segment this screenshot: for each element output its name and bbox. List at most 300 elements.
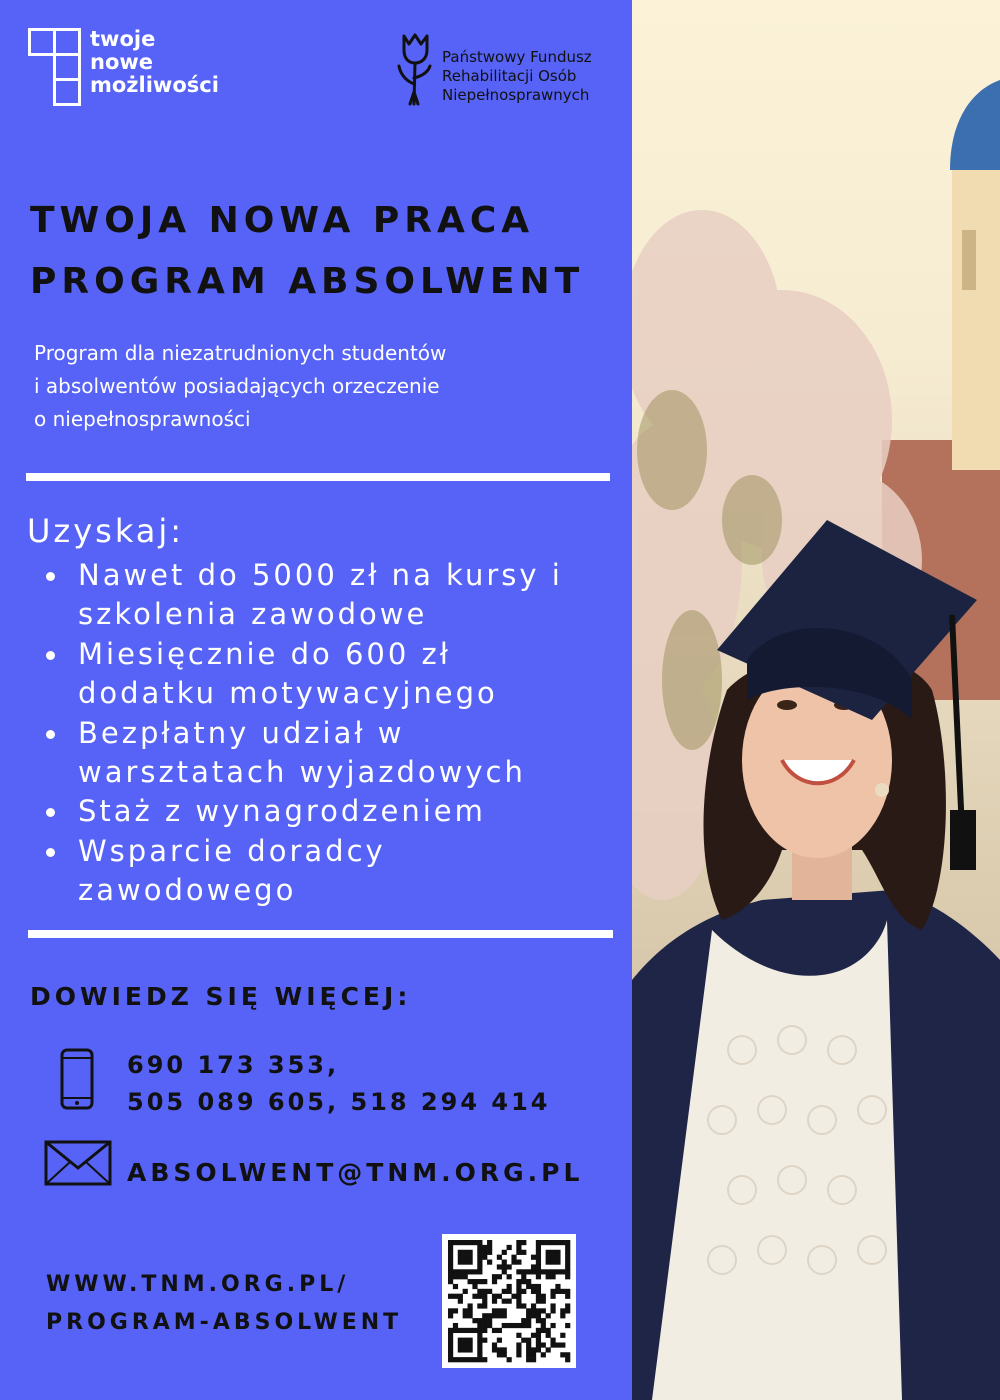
qr-module (458, 1294, 463, 1299)
qr-module (516, 1245, 521, 1250)
tassel-end (950, 810, 976, 870)
qr-module (448, 1245, 453, 1250)
partner-line: Państwowy Fundusz (442, 48, 592, 66)
qr-module (560, 1342, 565, 1347)
qr-module (497, 1313, 502, 1318)
qr-module (521, 1274, 526, 1279)
qr-module (565, 1274, 570, 1279)
qr-module (472, 1294, 477, 1299)
qr-module (521, 1279, 526, 1284)
qr-module (511, 1260, 516, 1265)
qr-module (487, 1245, 492, 1250)
qr-module (502, 1313, 507, 1318)
contact-heading: DOWIEDZ SIĘ WIĘCEJ: (30, 982, 412, 1011)
qr-module (458, 1338, 463, 1343)
qr-module (546, 1347, 551, 1352)
qr-module (536, 1284, 541, 1289)
qr-module (497, 1352, 502, 1357)
qr-module (541, 1318, 546, 1323)
qr-module (458, 1299, 463, 1304)
qr-module (453, 1323, 458, 1328)
qr-module (497, 1338, 502, 1343)
qr-module (453, 1357, 458, 1362)
qr-module (482, 1299, 487, 1304)
qr-module (536, 1347, 541, 1352)
qr-module (536, 1250, 541, 1255)
bullet-icon (46, 848, 55, 857)
benefit-item (40, 832, 630, 911)
qr-module (565, 1357, 570, 1362)
qr-module (477, 1333, 482, 1338)
partner-line: Niepełnosprawnych (442, 86, 590, 104)
description-line: i absolwentów posiadających orzeczenie (34, 374, 440, 398)
qr-module (550, 1274, 555, 1279)
program-description (34, 337, 446, 436)
logo-line: nowe (90, 50, 154, 74)
qr-module (550, 1240, 555, 1245)
benefit-item (40, 714, 630, 793)
qr-module (492, 1299, 497, 1304)
qr-module (507, 1289, 512, 1294)
qr-module (555, 1255, 560, 1260)
phone-line[interactable]: 690 173 353, (127, 1051, 340, 1079)
eye (777, 700, 797, 710)
qr-module (565, 1294, 570, 1299)
email-link[interactable]: ABSOLWENT@TNM.ORG.PL (127, 1158, 584, 1187)
qr-module (482, 1338, 487, 1343)
qr-module (550, 1255, 555, 1260)
qr-module (526, 1347, 531, 1352)
qr-module (550, 1294, 555, 1299)
qr-module (463, 1240, 468, 1245)
qr-module (550, 1323, 555, 1328)
qr-module (468, 1357, 473, 1362)
qr-module (521, 1303, 526, 1308)
qr-module (536, 1333, 541, 1338)
qr-module (487, 1318, 492, 1323)
qr-module (531, 1303, 536, 1308)
qr-module (536, 1240, 541, 1245)
qr-module (468, 1342, 473, 1347)
qr-module (477, 1323, 482, 1328)
qr-module (516, 1250, 521, 1255)
qr-module (497, 1255, 502, 1260)
qr-module (492, 1347, 497, 1352)
qr-module (448, 1264, 453, 1269)
qr-module (531, 1352, 536, 1357)
qr-module (560, 1313, 565, 1318)
logo-text (90, 28, 219, 97)
title-line-1: TWOJA NOWA PRACA (30, 200, 535, 241)
qr-module (516, 1303, 521, 1308)
qr-module (482, 1245, 487, 1250)
description-line: Program dla niezatrudnionych studentów (34, 341, 447, 365)
qr-module (565, 1269, 570, 1274)
qr-module (468, 1308, 473, 1313)
benefit-item (40, 792, 630, 831)
qr-module (448, 1357, 453, 1362)
qr-module (492, 1279, 497, 1284)
qr-module (468, 1240, 473, 1245)
qr-module (468, 1250, 473, 1255)
qr-module (516, 1323, 521, 1328)
photo-illustration (632, 0, 1000, 1400)
qr-module (526, 1323, 531, 1328)
qr-module (511, 1323, 516, 1328)
benefit-line: zawodowego (78, 873, 297, 908)
qr-module (546, 1250, 551, 1255)
qr-module (565, 1289, 570, 1294)
qr-module (477, 1289, 482, 1294)
qr-module (487, 1289, 492, 1294)
qr-module (541, 1269, 546, 1274)
qr-module (541, 1352, 546, 1357)
qr-module (526, 1313, 531, 1318)
bullet-icon (46, 808, 55, 817)
qr-module (477, 1264, 482, 1269)
qr-module (550, 1342, 555, 1347)
qr-module (560, 1308, 565, 1313)
qr-module (526, 1279, 531, 1284)
qr-module (487, 1260, 492, 1265)
qr-module (482, 1303, 487, 1308)
qr-module (516, 1299, 521, 1304)
qr-module (472, 1357, 477, 1362)
qr-module (458, 1255, 463, 1260)
qr-module (482, 1313, 487, 1318)
qr-module (487, 1240, 492, 1245)
qr-module (448, 1352, 453, 1357)
qr-module (555, 1260, 560, 1265)
qr-module (448, 1240, 453, 1245)
qr-module (458, 1328, 463, 1333)
qr-module (536, 1255, 541, 1260)
earring (875, 783, 889, 797)
qr-module (516, 1347, 521, 1352)
qr-module (511, 1294, 516, 1299)
qr-module (477, 1352, 482, 1357)
qr-module (546, 1260, 551, 1265)
qr-module (502, 1347, 507, 1352)
qr-module (531, 1313, 536, 1318)
qr-module (458, 1357, 463, 1362)
description-line: o niepełnosprawności (34, 407, 251, 431)
phone-line[interactable]: 505 089 605, 518 294 414 (127, 1088, 551, 1116)
qr-module (448, 1260, 453, 1265)
qr-module (526, 1308, 531, 1313)
qr-module (453, 1328, 458, 1333)
qr-module (448, 1342, 453, 1347)
qr-module (516, 1260, 521, 1265)
qr-module (536, 1299, 541, 1304)
qr-module (468, 1269, 473, 1274)
qr-module (555, 1269, 560, 1274)
qr-module (472, 1328, 477, 1333)
qr-module (463, 1274, 468, 1279)
qr-module (477, 1303, 482, 1308)
benefit-line: Bezpłatny udział w (78, 715, 405, 750)
qr-module (492, 1308, 497, 1313)
tower-window (962, 230, 976, 290)
qr-module (487, 1313, 492, 1318)
qr-module (502, 1299, 507, 1304)
qr-module (546, 1240, 551, 1245)
twoje-nowe-mozliwosci-logo (28, 28, 219, 106)
qr-module (546, 1328, 551, 1333)
qr-module (468, 1338, 473, 1343)
tulip-icon (396, 32, 434, 106)
qr-module (458, 1347, 463, 1352)
qr-module (550, 1260, 555, 1265)
qr-module (546, 1313, 551, 1318)
qr-module (463, 1255, 468, 1260)
qr-module (565, 1323, 570, 1328)
qr-module (541, 1294, 546, 1299)
qr-module (482, 1250, 487, 1255)
qr-module (555, 1250, 560, 1255)
qr-module (541, 1308, 546, 1313)
qr-module (541, 1328, 546, 1333)
qr-module (448, 1250, 453, 1255)
qr-module (477, 1269, 482, 1274)
qr-module (477, 1328, 482, 1333)
qr-module (526, 1357, 531, 1362)
qr-module (472, 1240, 477, 1245)
tower (952, 150, 1000, 470)
qr-module (560, 1289, 565, 1294)
divider-top (26, 473, 610, 481)
qr-module (477, 1240, 482, 1245)
qr-module (516, 1294, 521, 1299)
website-link[interactable] (46, 1266, 402, 1342)
qr-module (463, 1313, 468, 1318)
qr-module (550, 1303, 555, 1308)
qr-module (507, 1284, 512, 1289)
qr-module (516, 1269, 521, 1274)
qr-module (516, 1284, 521, 1289)
qr-module (482, 1328, 487, 1333)
qr-module (521, 1250, 526, 1255)
qr-module (536, 1274, 541, 1279)
qr-module (492, 1274, 497, 1279)
qr-module (516, 1342, 521, 1347)
qr-module (448, 1347, 453, 1352)
qr-module (458, 1250, 463, 1255)
qr-module (565, 1264, 570, 1269)
qr-module (492, 1294, 497, 1299)
qr-module (453, 1308, 458, 1313)
qr-module (555, 1342, 560, 1347)
qr-module (463, 1357, 468, 1362)
qr-module (448, 1294, 453, 1299)
bullet-icon (46, 651, 55, 660)
website-line[interactable]: PROGRAM-ABSOLWENT (46, 1310, 403, 1335)
qr-module (453, 1294, 458, 1299)
qr-module (531, 1289, 536, 1294)
qr-module (492, 1342, 497, 1347)
qr-module (536, 1342, 541, 1347)
qr-module (555, 1284, 560, 1289)
qr-module (531, 1255, 536, 1260)
benefit-line: Staż z wynagrodzeniem (78, 794, 486, 829)
qr-module (541, 1342, 546, 1347)
qr-module (487, 1250, 492, 1255)
qr-module (507, 1274, 512, 1279)
qr-module (463, 1328, 468, 1333)
qr-module (560, 1333, 565, 1338)
qr-module (477, 1357, 482, 1362)
qr-module (458, 1342, 463, 1347)
qr-module (458, 1260, 463, 1265)
qr-module (565, 1260, 570, 1265)
title-line-2: PROGRAM ABSOLWENT (30, 261, 585, 302)
envelope-icon (44, 1140, 112, 1186)
qr-module (468, 1260, 473, 1265)
qr-module (448, 1274, 453, 1279)
qr-module (497, 1347, 502, 1352)
divider-bottom (28, 930, 613, 938)
qr-module (502, 1289, 507, 1294)
qr-module (458, 1274, 463, 1279)
qr-module (477, 1294, 482, 1299)
qr-module (565, 1245, 570, 1250)
qr-module (565, 1255, 570, 1260)
benefit-line: Nawet do 5000 zł na kursy i (78, 558, 563, 592)
qr-module (565, 1303, 570, 1308)
qr-module (516, 1279, 521, 1284)
qr-module (502, 1264, 507, 1269)
qr-module (526, 1338, 531, 1343)
qr-module (526, 1318, 531, 1323)
qr-module (541, 1240, 546, 1245)
grid-logo-icon (28, 28, 80, 106)
benefits-list (40, 556, 630, 911)
qr-module (507, 1357, 512, 1362)
qr-module (531, 1308, 536, 1313)
qr-module (550, 1308, 555, 1313)
qr-module (482, 1255, 487, 1260)
benefit-line: Miesięcznie do 600 zł (78, 636, 451, 671)
qr-module (492, 1313, 497, 1318)
qr-module (536, 1294, 541, 1299)
qr-module (497, 1328, 502, 1333)
qr-module (482, 1279, 487, 1284)
phone-icon (60, 1048, 94, 1110)
qr-module (516, 1352, 521, 1357)
qr-module (521, 1289, 526, 1294)
qr-module (497, 1264, 502, 1269)
qr-module (502, 1260, 507, 1265)
qr-module (453, 1274, 458, 1279)
qr-module (521, 1318, 526, 1323)
qr-module (468, 1328, 473, 1333)
qr-module (521, 1338, 526, 1343)
qr-module (531, 1357, 536, 1362)
qr-module (531, 1264, 536, 1269)
qr-module (448, 1333, 453, 1338)
qr-module (536, 1269, 541, 1274)
qr-module (492, 1328, 497, 1333)
bullet-icon (46, 572, 55, 581)
qr-module (448, 1279, 453, 1284)
qr-module (536, 1260, 541, 1265)
qr-module (565, 1352, 570, 1357)
pfron-logo (396, 32, 592, 106)
qr-module (502, 1269, 507, 1274)
qr-module (497, 1294, 502, 1299)
qr-module (482, 1323, 487, 1328)
qr-module (448, 1313, 453, 1318)
qr-module (477, 1250, 482, 1255)
qr-module (487, 1323, 492, 1328)
qr-module (546, 1255, 551, 1260)
qr-module (531, 1269, 536, 1274)
benefit-line: szkolenia zawodowe (78, 597, 428, 632)
bullet-icon (46, 730, 55, 739)
qr-module (507, 1299, 512, 1304)
qr-module (468, 1303, 473, 1308)
qr-module (511, 1255, 516, 1260)
qr-module (463, 1289, 468, 1294)
qr-module (477, 1279, 482, 1284)
qr-code[interactable] (442, 1234, 576, 1368)
qr-module (482, 1318, 487, 1323)
qr-module (463, 1260, 468, 1265)
dome (950, 80, 1000, 170)
qr-module (468, 1347, 473, 1352)
qr-module (448, 1308, 453, 1313)
qr-module (536, 1289, 541, 1294)
qr-module (463, 1338, 468, 1343)
qr-module (550, 1289, 555, 1294)
qr-module (550, 1338, 555, 1343)
qr-module (458, 1269, 463, 1274)
pfron-name (442, 48, 592, 105)
website-line[interactable]: WWW.TNM.ORG.PL/ (46, 1272, 350, 1297)
qr-module (541, 1323, 546, 1328)
qr-module (477, 1347, 482, 1352)
benefit-item (40, 556, 630, 635)
qr-module (507, 1245, 512, 1250)
benefit-line: warsztatach wyjazdowych (78, 755, 526, 790)
qr-module (482, 1294, 487, 1299)
page-title (30, 190, 584, 312)
qr-module (453, 1269, 458, 1274)
qr-module (560, 1240, 565, 1245)
phone-numbers[interactable] (127, 1047, 550, 1121)
qr-module (546, 1333, 551, 1338)
qr-module (536, 1338, 541, 1343)
qr-module (463, 1308, 468, 1313)
qr-module (521, 1323, 526, 1328)
qr-module (482, 1357, 487, 1362)
benefit-item (40, 635, 630, 714)
qr-module (565, 1250, 570, 1255)
qr-module (463, 1269, 468, 1274)
logo-line: twoje (90, 27, 156, 51)
qr-module (560, 1269, 565, 1274)
qr-module (550, 1269, 555, 1274)
qr-module (565, 1240, 570, 1245)
qr-module (526, 1352, 531, 1357)
qr-module (541, 1299, 546, 1304)
qr-module (477, 1260, 482, 1265)
qr-module (448, 1338, 453, 1343)
qr-module (482, 1289, 487, 1294)
qr-module (472, 1269, 477, 1274)
qr-module (468, 1313, 473, 1318)
qr-module (448, 1328, 453, 1333)
